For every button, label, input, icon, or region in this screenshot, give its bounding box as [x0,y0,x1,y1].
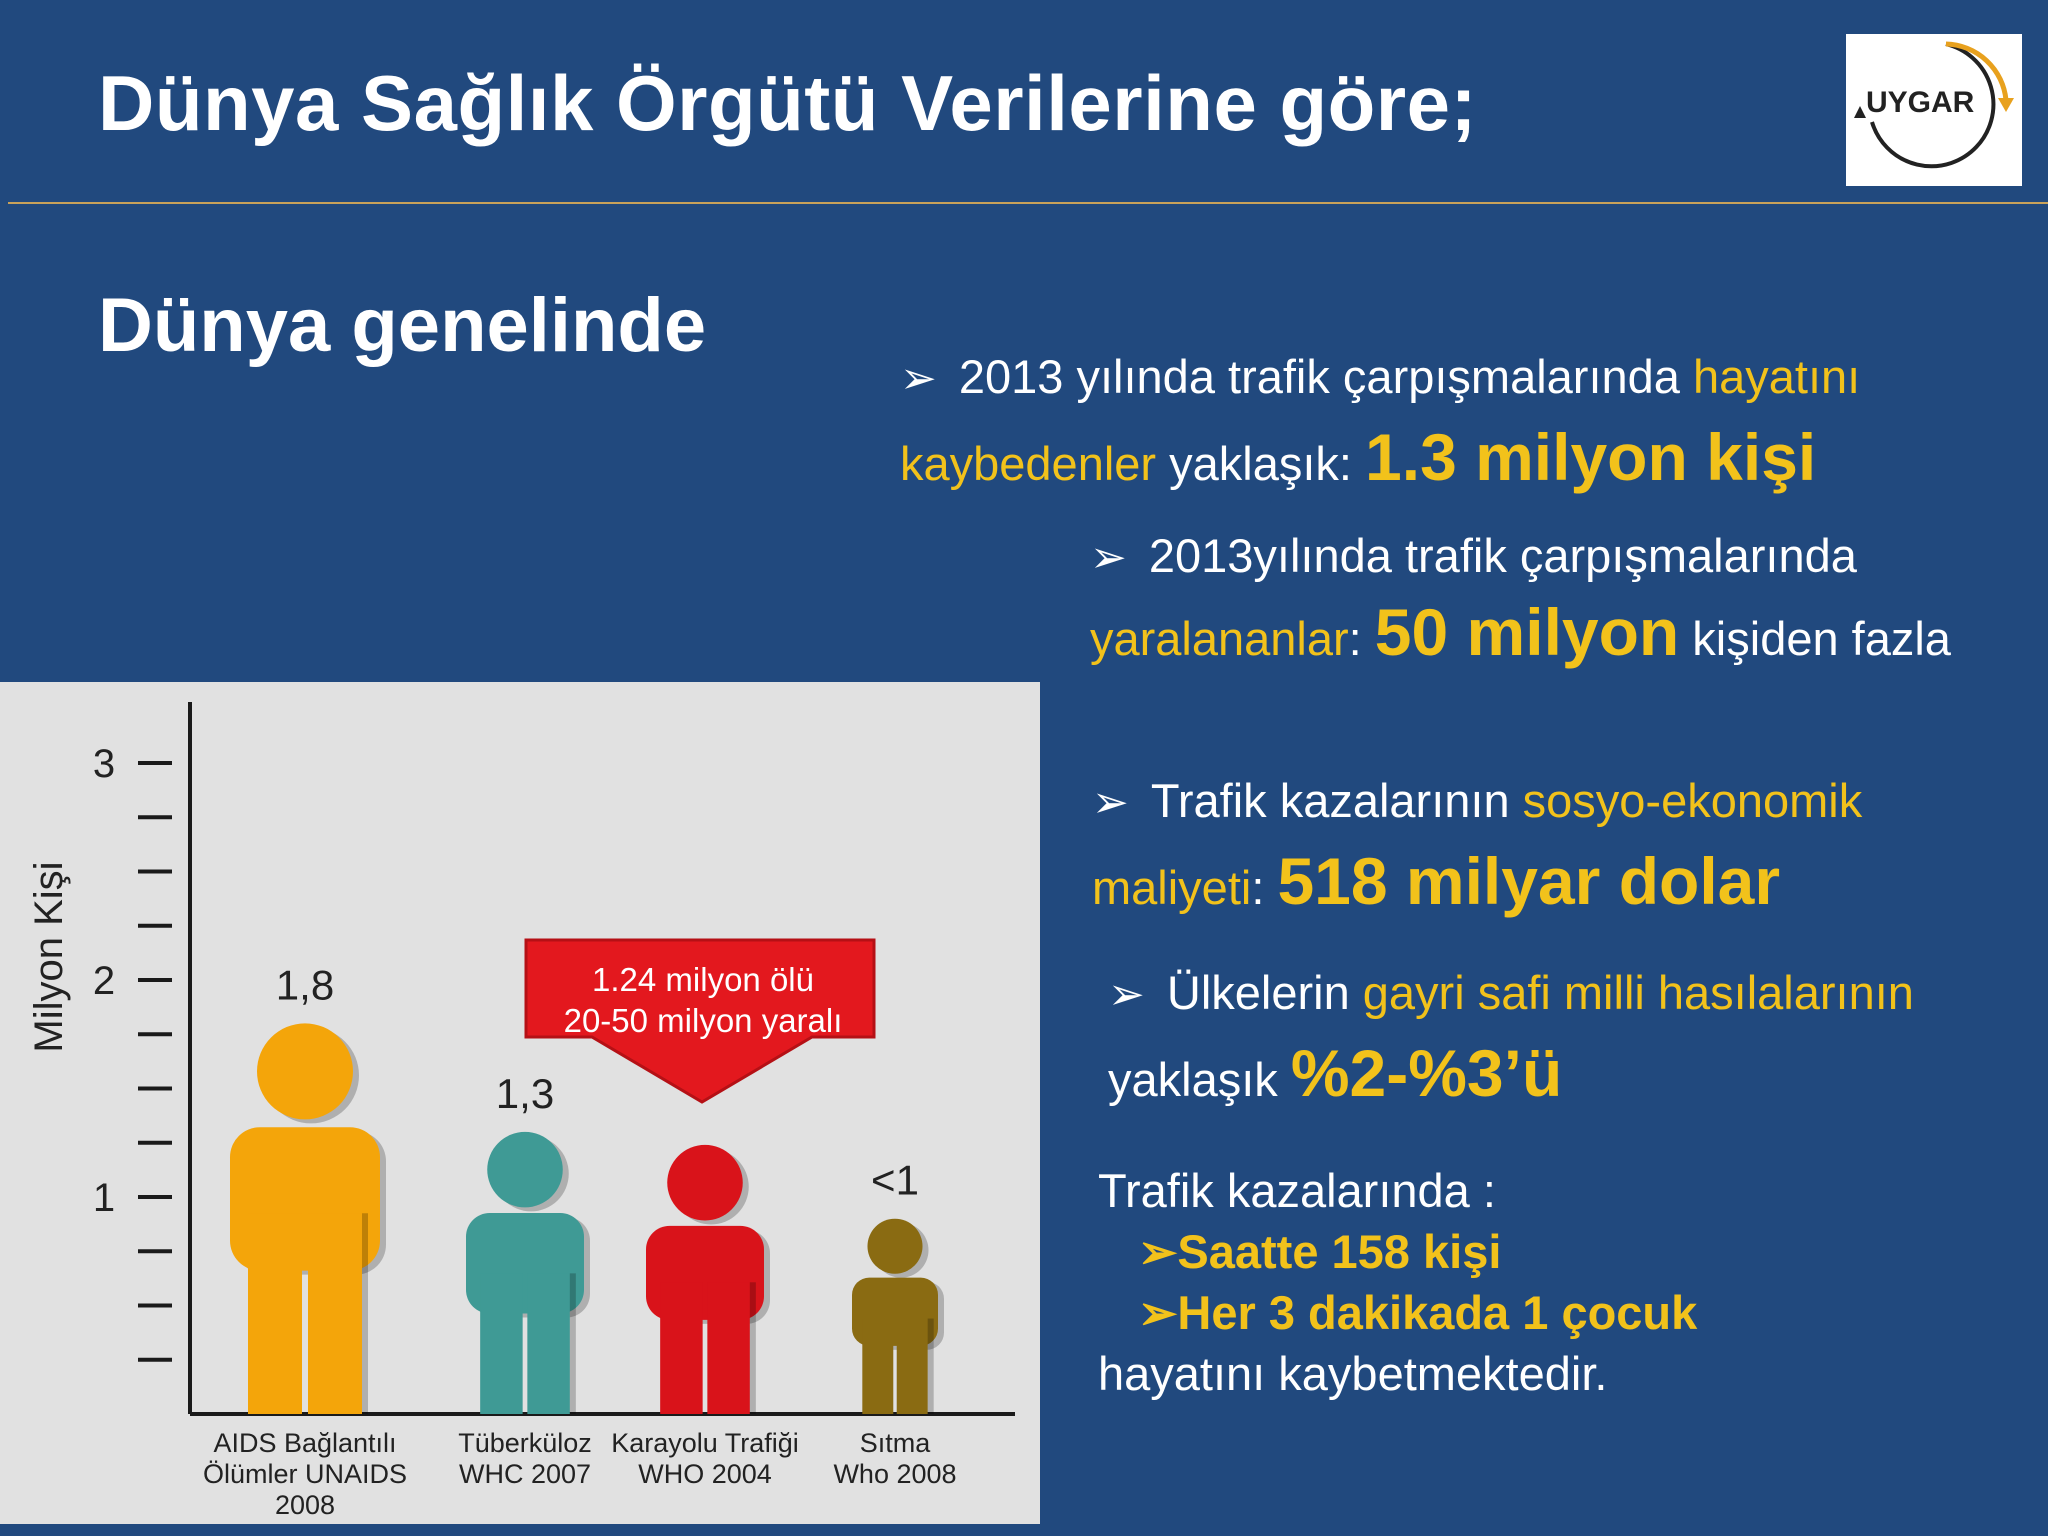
bullet-item-injuries [1090,518,1970,676]
x-tick-label: AIDS Bağlantılı [213,1428,397,1458]
bullet-mid: : [1348,612,1375,665]
figure-leg-shade [928,1319,934,1414]
bullet-figure: %2-%3’ü [1290,1036,1563,1110]
bullet-text: Ülkelerin [1166,966,1363,1019]
summary-line-children [1098,1282,1998,1343]
figure-leg-left [480,1273,522,1414]
bullet-item-deaths [900,338,1980,503]
figure-leg-left [660,1282,702,1414]
bullet-figure: 518 milyar dolar [1277,844,1781,918]
bar-figure [230,1023,386,1414]
bar-figure [466,1132,590,1414]
x-tick-label: WHO 2004 [638,1459,772,1489]
data-label: 1,8 [275,961,335,1009]
bullet-mid: : [1251,861,1278,914]
page-title: Dünya Sağlık Örgütü Verilerine göre; [98,59,1478,147]
figure-head [867,1219,922,1274]
chart-svg [0,682,1040,1524]
uygar-logo [1846,34,2022,186]
figure-leg-shade [570,1273,576,1414]
bar-figure [852,1219,944,1414]
bullet-arrow-icon: ➢ [1092,778,1129,827]
x-tick-label: 2008 [274,1490,336,1520]
x-tick-label: WHC 2007 [458,1459,592,1489]
x-tick-label: Karayolu Trafiği [611,1428,799,1458]
y-tick-label: 3 [92,742,116,786]
summary-children-text: Her 3 dakikada 1 çocuk [1177,1286,1698,1339]
bullet-text: 2013yılında trafik çarpışmalarında [1148,529,1857,582]
bullet-highlight: gayri safi milli hasılalarının [1362,966,1914,1019]
bullet-arrow-icon: ➢ [1138,1286,1178,1339]
logo-arrow-down-icon [1998,98,2014,112]
bullet-mid: yaklaşık: [1156,437,1366,490]
y-axis-label: Milyon Kişi [27,861,71,1053]
figure-head [257,1023,353,1119]
bullet-arrow-icon: ➢ [900,354,937,403]
bullet-text: Trafik kazalarının [1150,774,1523,827]
figure-leg-right [308,1213,362,1414]
figure-head [667,1145,743,1221]
section-subtitle: Dünya genelinde [98,283,707,368]
bullet-arrow-icon: ➢ [1108,970,1145,1019]
callout-line-2: 20-50 milyon yaralı [563,1002,843,1039]
logo-graphic [1846,34,2022,186]
bullet-item-gdp [1108,954,1988,1119]
figure-leg-left [248,1213,302,1414]
bullet-mid: yaklaşık [1108,1053,1291,1106]
bullet-highlight: sosyo-ekonomik maliyeti [1092,774,1863,914]
summary-hourly-text: Saatte 158 kişi [1177,1225,1502,1278]
figure-leg-right [707,1282,749,1414]
x-tick-label: Sıtma [859,1428,931,1458]
bullet-figure: 1.3 milyon kişi [1365,420,1817,494]
bullet-tail: kişiden fazla [1679,612,1951,665]
figure-leg-left [862,1319,893,1414]
callout-line-1: 1.24 milyon ölü [592,961,814,998]
bullet-highlight: yaralananlar [1090,612,1349,665]
figure-leg-shade [750,1282,756,1414]
data-label: <1 [871,1156,919,1204]
bullet-figure: 50 milyon [1374,595,1680,669]
header-divider [8,202,2048,204]
bullet-text: 2013 yılında trafik çarpışmalarında [958,350,1693,403]
bullet-item-cost [1092,762,1992,927]
summary-block [1098,1160,1998,1404]
x-tick-label: Ölümler UNAIDS [202,1459,408,1489]
x-tick-label: Tüberküloz [458,1428,592,1458]
summary-line-intro: Trafik kazalarında : [1098,1164,1496,1217]
figure-leg-right [897,1319,928,1414]
logo-arrow-up-icon [1854,106,1866,118]
bullet-arrow-icon: ➢ [1138,1225,1178,1278]
logo-text: UYGAR [1866,86,1975,119]
mortality-chart [0,682,1040,1524]
figure-leg-right [527,1273,569,1414]
bullet-highlight: hayatını kaybedenler [900,350,1861,490]
y-tick-label: 2 [92,959,116,1003]
bullet-arrow-icon: ➢ [1090,533,1127,582]
x-tick-label: Who 2008 [833,1459,957,1489]
data-label: 1,3 [495,1069,555,1117]
figure-leg-shade [362,1213,368,1414]
bar-figure [646,1145,770,1414]
summary-line-outro: hayatını kaybetmektedir. [1098,1347,1608,1400]
summary-line-hourly [1098,1221,1998,1282]
y-tick-label: 1 [92,1176,116,1220]
figure-head [487,1132,563,1208]
